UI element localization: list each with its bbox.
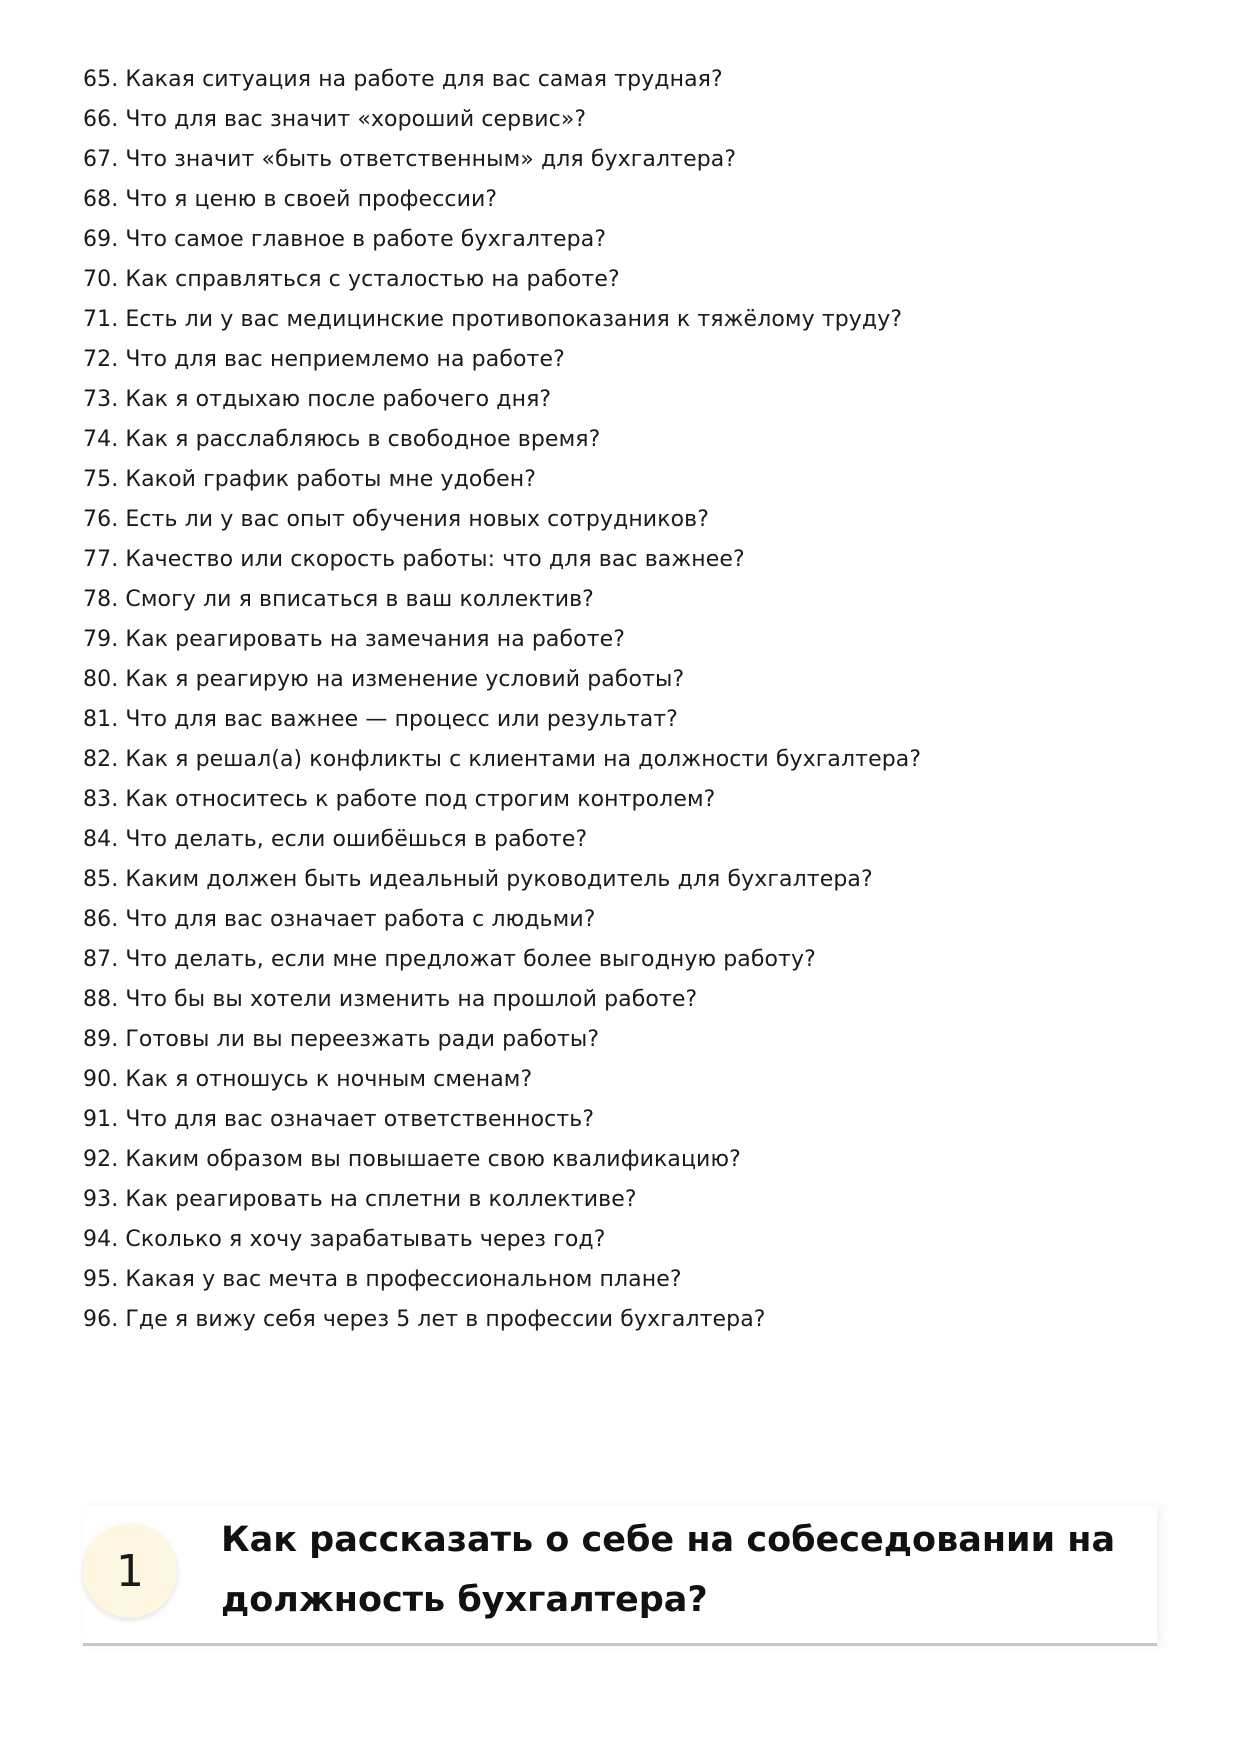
question-item: 86. Что для вас означает работа с людьми? bbox=[83, 907, 596, 932]
question-item: 69. Что самое главное в работе бухгалтера? bbox=[83, 227, 607, 252]
question-item: 90. Как я отношусь к ночным сменам? bbox=[83, 1067, 533, 1092]
question-item: 96. Где я вижу себя через 5 лет в профессии бухгалтера? bbox=[83, 1307, 766, 1332]
question-item: 75. Какой график работы мне удобен? bbox=[83, 467, 537, 492]
section-number-badge: 1 bbox=[83, 1524, 177, 1618]
question-item: 94. Сколько я хочу зарабатывать через год? bbox=[83, 1227, 606, 1252]
question-item: 83. Как относитесь к работе под строгим контролем? bbox=[83, 787, 716, 812]
section-divider bbox=[83, 1643, 1157, 1646]
question-item: 87. Что делать, если мне предложат более выгодную работу? bbox=[83, 947, 816, 972]
question-item: 70. Как справляться с усталостью на работе? bbox=[83, 267, 620, 292]
question-item: 78. Смогу ли я вписаться в ваш коллектив? bbox=[83, 587, 594, 612]
question-item: 77. Качество или скорость работы: что для вас важнее? bbox=[83, 547, 745, 572]
section-title: Как рассказать о себе на собеседовании на должность бухгалтера? bbox=[221, 1520, 1116, 1620]
section-heading bbox=[83, 1506, 1157, 1646]
question-item: 72. Что для вас неприемлемо на работе? bbox=[83, 347, 565, 372]
question-item: 74. Как я расслабляюсь в свободное время? bbox=[83, 427, 601, 452]
question-item: 82. Как я решал(а) конфликты с клиентами на должности бухгалтера? bbox=[83, 747, 922, 772]
question-item: 85. Каким должен быть идеальный руководитель для бухгалтера? bbox=[83, 867, 873, 892]
question-item: 84. Что делать, если ошибёшься в работе? bbox=[83, 827, 588, 852]
question-item: 81. Что для вас важнее — процесс или результат? bbox=[83, 707, 678, 732]
question-item: 79. Как реагировать на замечания на работе? bbox=[83, 627, 626, 652]
question-item: 66. Что для вас значит «хороший сервис»? bbox=[83, 107, 587, 132]
question-item: 95. Какая у вас мечта в профессиональном плане? bbox=[83, 1267, 682, 1292]
question-list bbox=[83, 60, 1163, 1340]
question-item: 88. Что бы вы хотели изменить на прошлой работе? bbox=[83, 987, 698, 1012]
question-item: 76. Есть ли у вас опыт обучения новых сотрудников? bbox=[83, 507, 709, 532]
question-item: 71. Есть ли у вас медицинские противопоказания к тяжёлому труду? bbox=[83, 307, 903, 332]
question-item: 93. Как реагировать на сплетни в коллективе? bbox=[83, 1187, 637, 1212]
question-item: 80. Как я реагирую на изменение условий работы? bbox=[83, 667, 685, 692]
question-item: 73. Как я отдыхаю после рабочего дня? bbox=[83, 387, 552, 412]
question-item: 91. Что для вас означает ответственность? bbox=[83, 1107, 595, 1132]
question-item: 92. Каким образом вы повышаете свою квалификацию? bbox=[83, 1147, 741, 1172]
question-item: 67. Что значит «быть ответственным» для бухгалтера? bbox=[83, 147, 737, 172]
question-item: 89. Готовы ли вы переезжать ради работы? bbox=[83, 1027, 600, 1052]
question-item: 65. Какая ситуация на работе для вас самая трудная? bbox=[83, 67, 723, 92]
question-item: 68. Что я ценю в своей профессии? bbox=[83, 187, 498, 212]
